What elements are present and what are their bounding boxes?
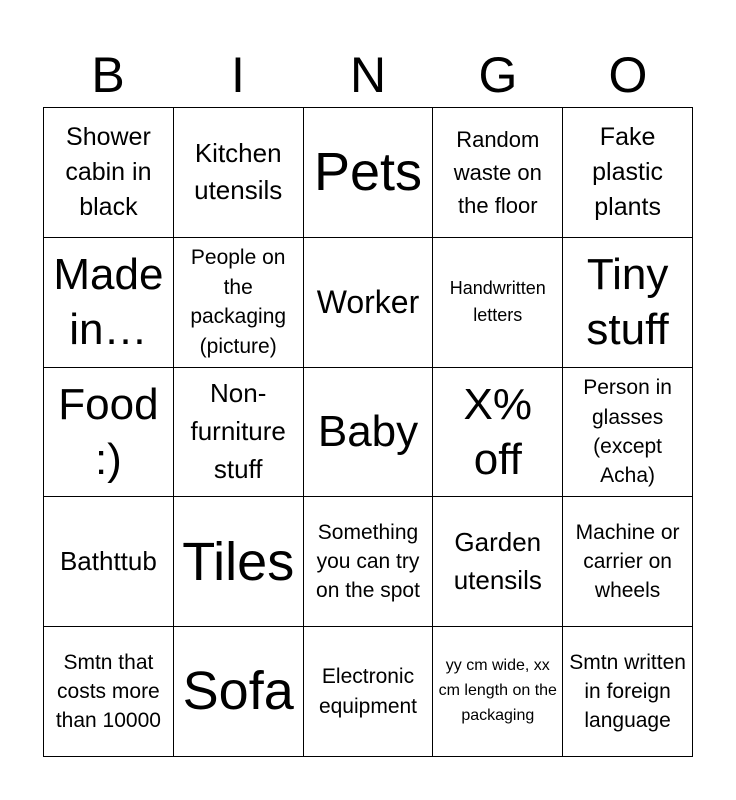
cell-label: Made in… [53,250,164,355]
cell-label: X% off [463,379,533,484]
cell-label: Fake plastic plants [592,122,664,221]
cell-label: Non-furniture stuff [190,378,286,484]
cell-label: Something you can try on the spot [316,520,420,603]
cell-label: Smtn that costs more than 10000 [55,650,161,733]
header-letter-b: B [91,47,125,103]
cell-label: Food :) [58,379,159,484]
bingo-cell[interactable] [563,108,693,238]
bingo-cell[interactable] [44,238,174,368]
bingo-header [43,44,693,106]
cell-label: Kitchen utensils [194,137,283,206]
cell-label: Garden utensils [453,527,542,595]
cell-label: Tiny stuff [586,250,669,355]
header-letter-o: O [608,47,648,103]
header-letter-n: N [349,47,387,103]
bingo-cell[interactable] [433,627,563,757]
cell-label: yy cm wide, xx cm length on the packaging [438,657,557,724]
cell-label: Sofa [182,661,294,722]
bingo-cell[interactable] [174,627,304,757]
cell-label: Handwritten letters [449,277,546,326]
cell-label: Baby [317,407,419,457]
bingo-cell[interactable] [433,108,563,238]
header-letter-i: I [231,47,245,103]
cell-label: Electronic equipment [318,665,418,718]
bingo-cell[interactable] [174,497,304,627]
cell-label: Person in glasses (except Acha) [583,376,672,488]
bingo-cell[interactable] [174,368,304,498]
cell-label: Worker [316,284,420,320]
bingo-cell[interactable] [304,108,434,238]
cell-label: Tiles [182,531,295,592]
bingo-cell[interactable] [433,497,563,627]
bingo-cell[interactable] [563,497,693,627]
bingo-cell[interactable] [563,627,693,757]
bingo-cell[interactable] [44,368,174,498]
bingo-cell[interactable] [433,238,563,368]
bingo-cell[interactable] [433,368,563,498]
cell-label: Machine or carrier on wheels [575,520,680,603]
cell-label: People on the packaging (picture) [190,246,287,358]
cell-label: Bathttub [59,545,157,576]
bingo-cell[interactable] [44,627,174,757]
bingo-cell[interactable] [44,497,174,627]
bingo-cell[interactable] [174,238,304,368]
bingo-cell[interactable] [174,108,304,238]
bingo-cell[interactable] [304,627,434,757]
bingo-cell[interactable] [563,238,693,368]
cell-label: Smtn written in foreign language [569,650,686,733]
cell-label: Pets [313,142,423,203]
bingo-board [43,107,693,757]
cell-label: Shower cabin in black [65,122,152,221]
cell-label: Random waste on the floor [453,126,542,218]
bingo-cell[interactable] [304,238,434,368]
header-letter-g: G [478,47,518,103]
bingo-cell[interactable] [44,108,174,238]
bingo-cell[interactable] [304,497,434,627]
bingo-cell[interactable] [563,368,693,498]
bingo-cell[interactable] [304,368,434,498]
